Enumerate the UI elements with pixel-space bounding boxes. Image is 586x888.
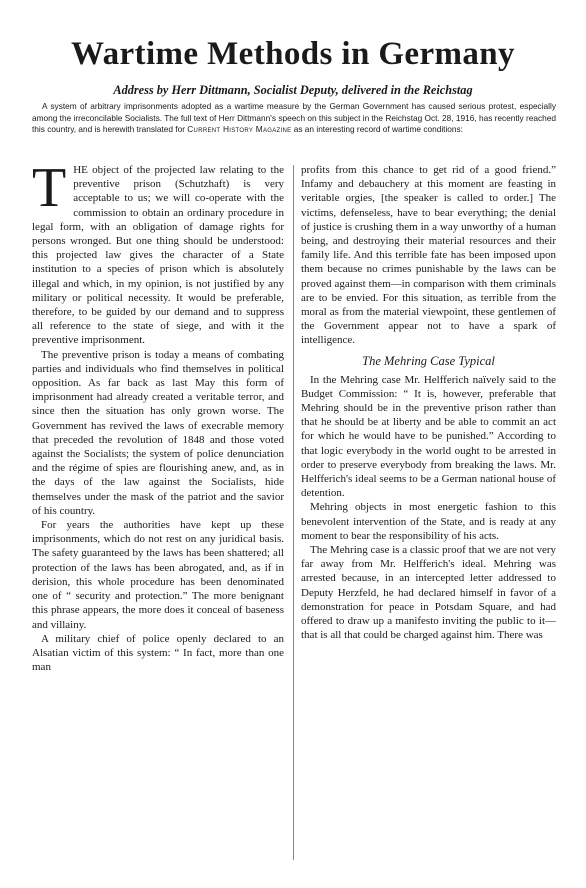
- left-column: [32, 157, 284, 674]
- paragraph-2: The preventive prison is today a means of combating parties and individuals who find themselves in political opposition. As far back as last May this form of imprisonment had already created a veritable terror, and since then the situation has only grown worse. The Government has revived the laws of execrable memory that preceded the revolution of 1848 and those voted against the Socialists; the system of police denunciation and the régime of spies are flourishing anew, and, as in the days of the law against the Socialists, hide themselves under the mask of the patriot and the savior of his country.: [32, 348, 284, 517]
- right-column: [301, 163, 556, 643]
- intro-text-after: as an interesting record of wartime conditions:: [291, 124, 463, 135]
- paragraph-5: profits from this chance to get rid of a good friend.” Infamy and debauchery at this moment are feasting in veritable orgies, [the speaker is called to order.] The victims, defenseless, have to bear everything; the denial of justice is crushing them in a way unworthy of a human being, and destroying their material resources and their family life. And this terrible fate has been imposed upon them because no crimes punishable by the laws can be proved against them—in comparison with them criminals are to be envied. For this situation, as terrible from the moral as from the material viewpoint, these gentlemen of the Government appear not to have a spark of intelligence.: [301, 164, 556, 347]
- section-subheading: The Mehring Case Typical: [362, 353, 495, 368]
- column-divider: [293, 165, 294, 860]
- drop-cap: T: [32, 157, 67, 219]
- article-byline: Address by Herr Dittmann, Socialist Deputy, delivered in the Reichstag: [113, 83, 473, 97]
- paragraph-6: In the Mehring case Mr. Helfferich naïvely said to the Budget Commission: “ It is, however, preferable that Mehring should be in the preventive prison rather than that he should be at liberty and be able to commit an act for which he would have to be punished.” According to that logic everybody in the world ought to be arrested in order to preserve everybody from breaking the laws. Mr. Helfferich's ideal seems to be a German national house of detention.: [301, 373, 556, 500]
- paragraph-1-text: HE object of the projected law relating to the preventive prison (Schutzhaft) is very acceptable to us; we will co-operate with the commission to obtain an ordinary procedure in legal form, with an obligation of damage rights for persons wronged. But one thing should be understood: this projected law gives the character of a State institution to a species of prison which is absolutely illegal and which, in my opinion, is not justified by any military or political necessity. It would be preferable, therefore, to be guided by our demand and to suppress all reference to the state of siege, and with it the preventive imprisonment.: [32, 164, 284, 347]
- paragraph-3: For years the authorities have kept up these imprisonments, which do not rest on any juridical basis. The safety guaranteed by the laws has been shattered; all protection of the laws has been abrogated, and, as if in derision, this whole procedure has been denominated one of “ security and protection.” The more benignant this phrase appears, the more does it conceal of baseness and villainy.: [32, 519, 284, 631]
- article-title: Wartime Methods in Germany: [71, 36, 515, 72]
- paragraph-4: A military chief of police openly declared to an Alsatian victim of this system: “ In fact, more than one man: [32, 632, 284, 674]
- paragraph-1: [32, 157, 284, 348]
- paragraph-7: Mehring objects in most energetic fashion to this benevolent intervention of the State, and is ready at any moment to bear the responsibility of his acts.: [301, 501, 556, 542]
- paragraph-8: The Mehring case is a classic proof that we are not very far away from Mr. Helfferich's ideal. Mehring was arrested because, in an intercepted letter addressed to Deputy Herzfeld, he had declared himself in favor of a demonstration for peace in Potsdam Square, and had offered to draw up a manifesto inviting the public to it—that is all that could be charged against him. There was: [301, 544, 556, 642]
- magazine-name: Current History Magazine: [187, 124, 292, 135]
- intro-text-before: A system of arbitrary imprisonments adopted as a wartime measure by the German Government has caused serious protest, especially among the irreconcilable Socialists. The full text of Herr Dittmann's speech on this subject in the Reichstag Oct. 28, 1916, has recently reached this country, and is herewith translated for: [32, 101, 556, 135]
- article-intro: [32, 101, 556, 136]
